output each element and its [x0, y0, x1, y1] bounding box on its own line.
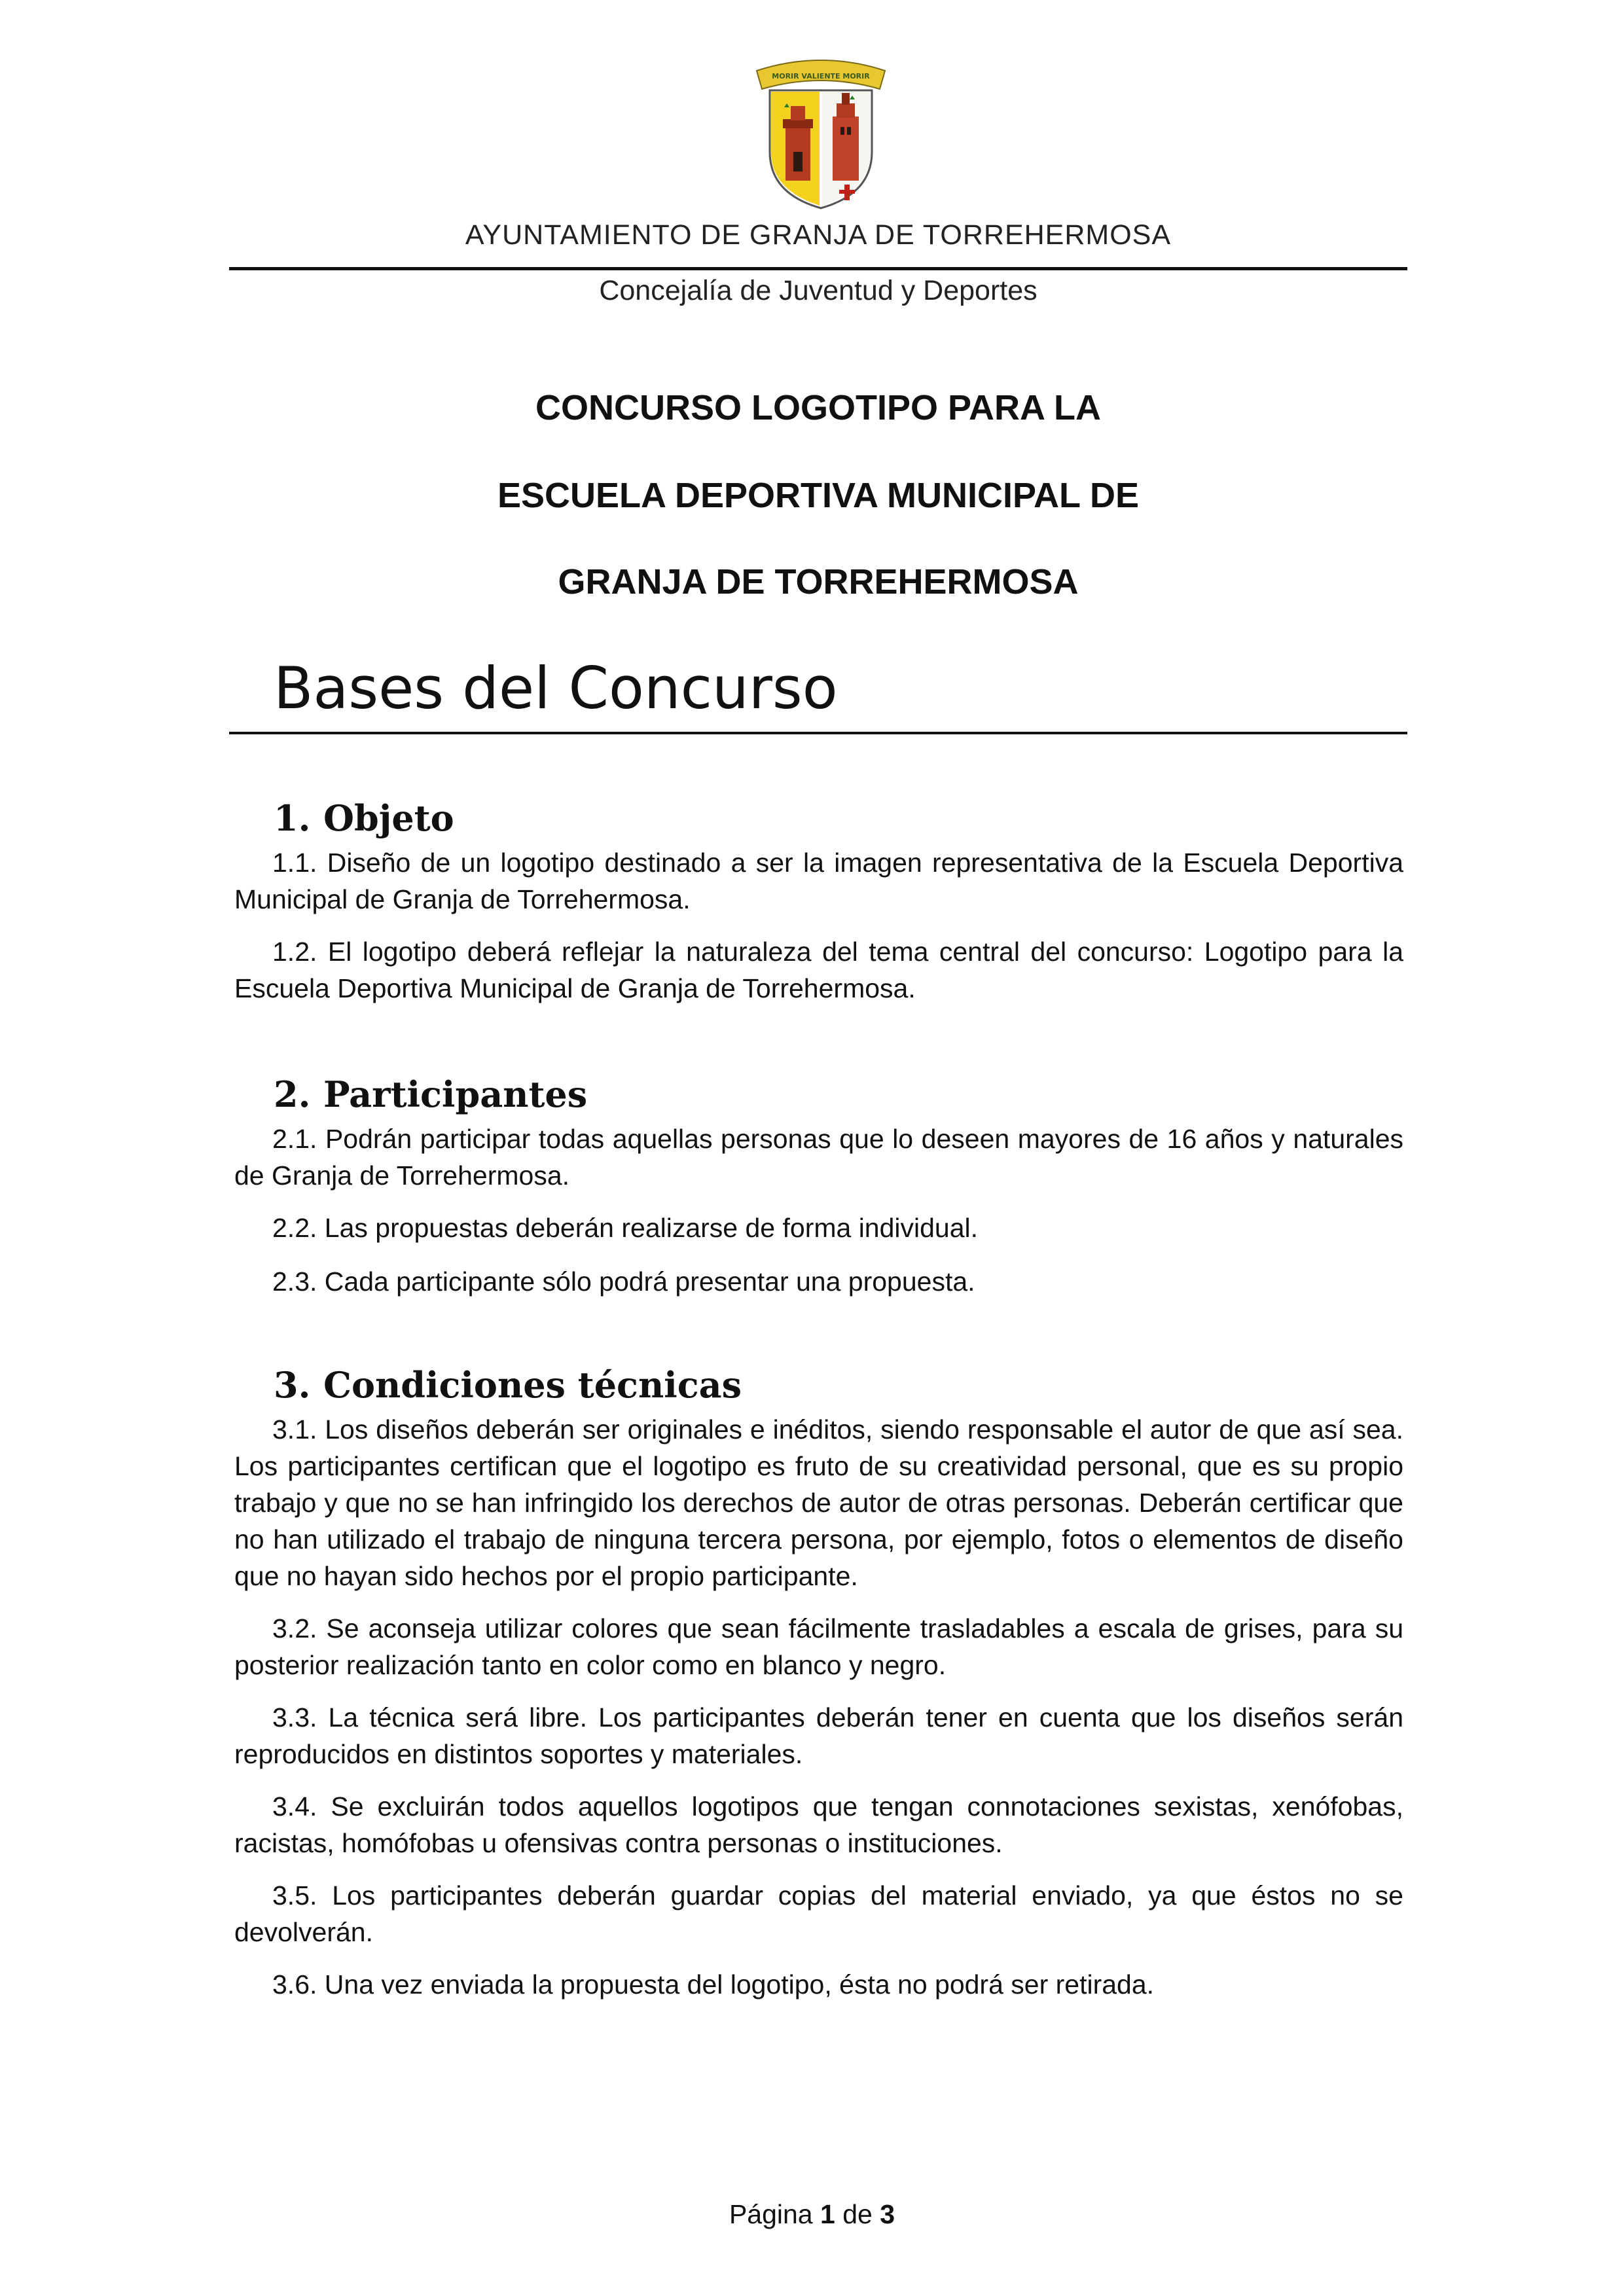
section-number: 1.	[274, 797, 311, 839]
clause-3-3	[234, 1699, 1403, 1772]
clause-2-3	[234, 1263, 1403, 1300]
clause-1-2	[234, 933, 1403, 1007]
clause-text: 1.1. Diseño de un logotipo destinado a ser la imagen representativa de la Escuela Deportiva Municipal de Granja de Torrehermosa.	[234, 848, 1403, 914]
bases-heading: Bases del Concurso	[274, 655, 838, 722]
clause-text: 1.2. El logotipo deberá reflejar la naturaleza del tema central del concurso: Logotipo para la Escuela Deportiva Municipal de Granja de Torrehermosa.	[234, 937, 1403, 1003]
organization-name: AYUNTAMIENTO DE GRANJA DE TORREHERMOSA	[465, 219, 1172, 251]
clause-3-2	[234, 1610, 1403, 1683]
department-name: Concejalía de Juventud y Deportes	[599, 275, 1038, 306]
crest-motto: MORIR VALIENTE MORIR	[772, 72, 870, 81]
document-title-line-1: CONCURSO LOGOTIPO PARA LA	[535, 388, 1101, 427]
section-heading-objeto	[274, 797, 454, 839]
section-heading-participantes	[274, 1073, 587, 1115]
clause-2-2	[234, 1210, 1403, 1246]
clause-text: 3.3. La técnica será libre. Los participantes deberán tener en cuenta que los diseños serán reproducidos en distintos soportes y materiales.	[234, 1702, 1403, 1769]
document-title-line-2: ESCUELA DEPORTIVA MUNICIPAL DE	[497, 476, 1140, 515]
clause-3-1	[234, 1411, 1403, 1594]
clause-text: 3.4. Se excluirán todos aquellos logotipos que tengan connotaciones sexistas, xenófobas, racistas, homófobas u ofensivas contra personas o instituciones.	[234, 1791, 1403, 1858]
clause-text: 2.1. Podrán participar todas aquellas personas que lo deseen mayores de 16 años y naturales de Granja de Torrehermosa.	[234, 1124, 1403, 1191]
total-pages-number: 3	[880, 2199, 895, 2229]
section-title: Participantes	[323, 1073, 588, 1115]
clause-text: 3.1. Los diseños deberán ser originales e inéditos, siendo responsable el autor de que así sea. Los participantes certifican que el logotipo es fruto de su creatividad personal, que es su propio trabajo y que no se han infringido los derechos de autor de otras personas. Deberán certificar que no han utilizado el trabajo de ninguna tercera persona, por ejemplo, fotos o elementos de diseño que no hayan sido hechos por el propio participante.	[234, 1414, 1403, 1591]
clause-text: 3.5. Los participantes deberán guardar copias del material enviado, ya que éstos no se devolverán.	[234, 1880, 1403, 1947]
clause-3-5	[234, 1877, 1403, 1950]
clause-text: 2.2. Las propuestas deberán realizarse de forma individual.	[272, 1213, 979, 1243]
document-title-line-3: GRANJA DE TORREHERMOSA	[558, 562, 1079, 601]
page-separator: de	[842, 2199, 873, 2229]
clause-2-1	[234, 1121, 1403, 1194]
coat-of-arms-logo	[751, 54, 890, 211]
clause-1-1	[234, 844, 1403, 918]
header-divider	[229, 267, 1407, 270]
section-number: 2.	[274, 1073, 311, 1115]
page-label: Página	[729, 2199, 813, 2229]
current-page-number: 1	[820, 2199, 835, 2229]
section-number: 3.	[274, 1364, 311, 1406]
section-heading-condiciones-tecnicas	[274, 1364, 742, 1406]
clause-3-6	[234, 1966, 1403, 2003]
page-footer	[0, 2199, 1624, 2230]
clause-text: 3.2. Se aconseja utilizar colores que sean fácilmente trasladables a escala de grises, para su posterior realización tanto en color como en blanco y negro.	[234, 1613, 1403, 1680]
bases-divider	[229, 732, 1407, 734]
section-title: Objeto	[323, 797, 454, 839]
clause-text: 3.6. Una vez enviada la propuesta del logotipo, ésta no podrá ser retirada.	[272, 1969, 1155, 2000]
section-title: Condiciones técnicas	[323, 1364, 742, 1406]
clause-3-4	[234, 1788, 1403, 1861]
clause-text: 2.3. Cada participante sólo podrá presentar una propuesta.	[272, 1266, 975, 1297]
